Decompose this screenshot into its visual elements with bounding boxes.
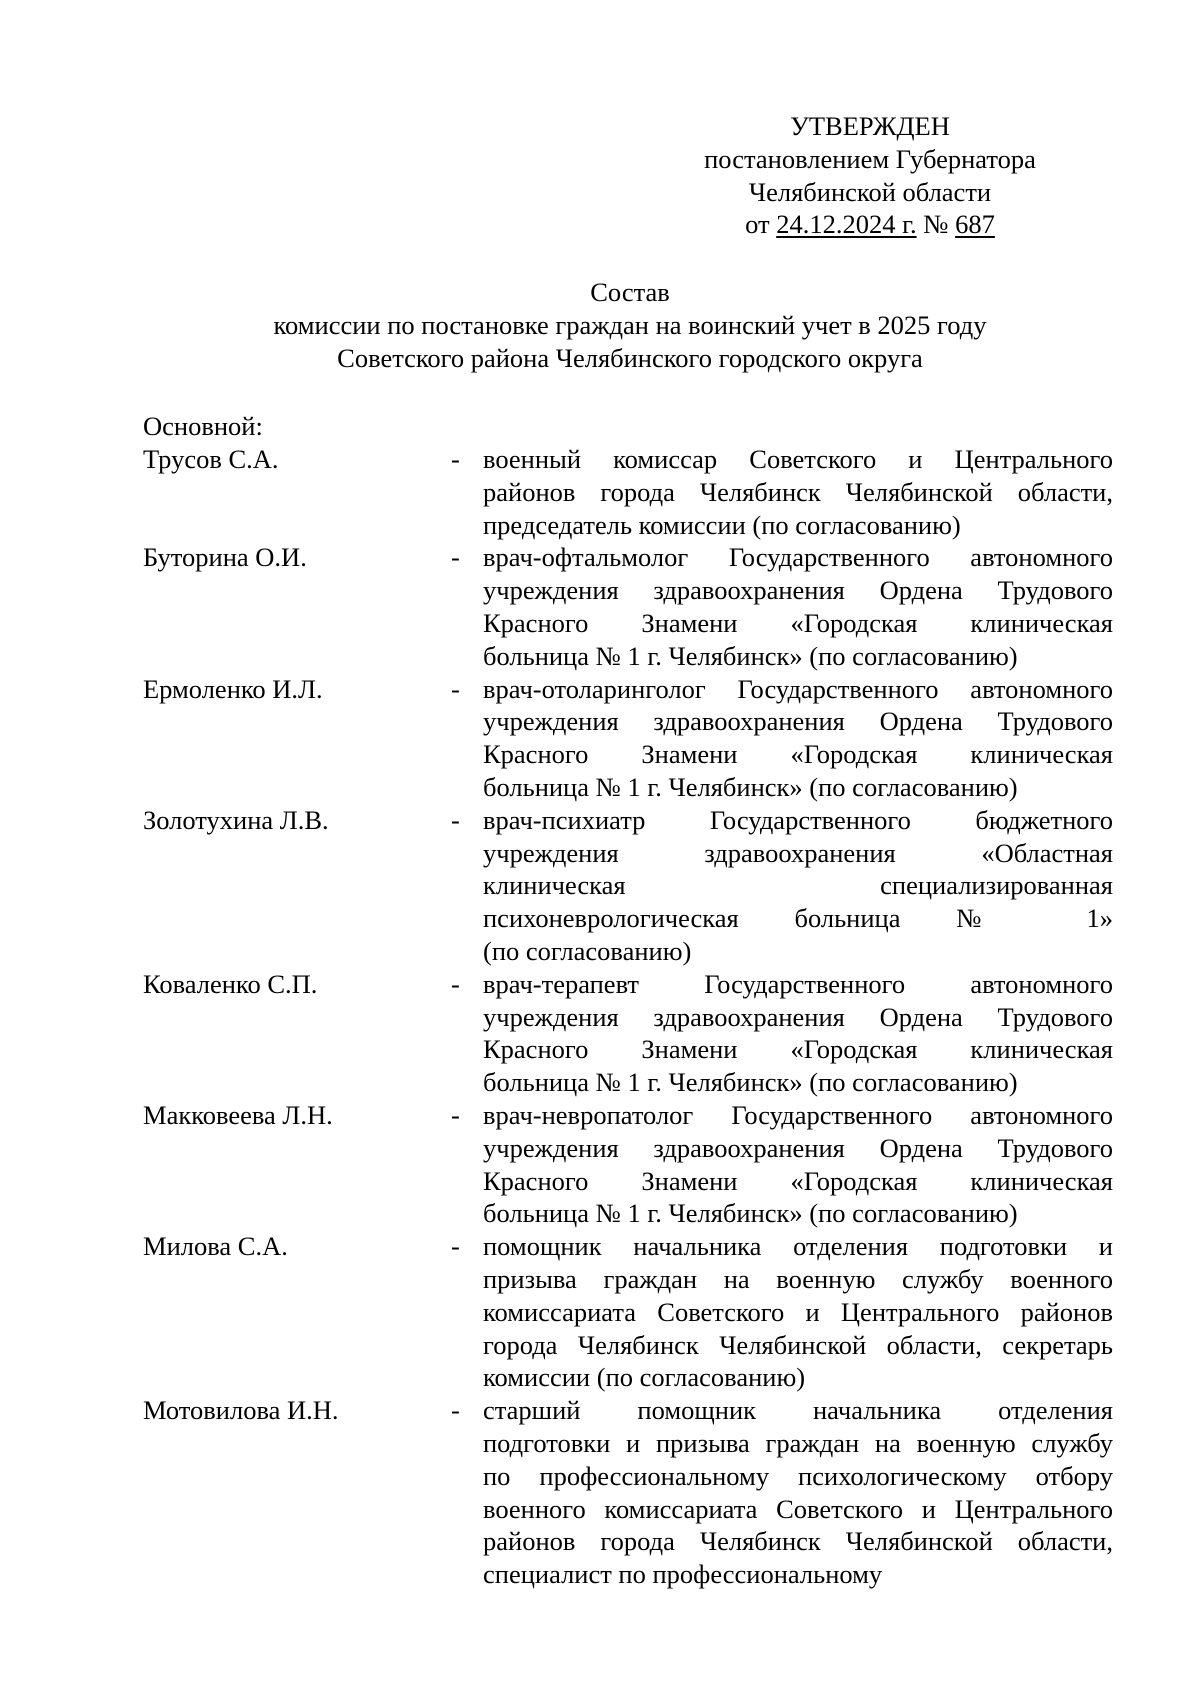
member-description-line: районов города Челябинск Челябинской области, xyxy=(483,1526,1113,1557)
member-description-line: психоневрологическая больница № 1» xyxy=(483,903,1113,934)
section-label: Основной: xyxy=(143,411,263,441)
title-line-3: Советского района Челябинского городского округа xyxy=(337,342,923,373)
approval-line-2: Челябинской области xyxy=(748,176,992,207)
member-entry xyxy=(143,1394,1113,1591)
member-name: Ермоленко И.Л. xyxy=(143,673,323,704)
approval-block xyxy=(680,110,1060,241)
member-entry xyxy=(143,443,1113,541)
member-description-line: Красного Знамени «Городская клиническая xyxy=(483,607,1113,638)
member-description-line: врач-невропатолог Государственного автономного xyxy=(483,1099,1113,1130)
member-description xyxy=(483,804,1113,968)
member-name: Буторина О.И. xyxy=(143,542,307,573)
member-entry xyxy=(143,804,1113,968)
number-prefix: № xyxy=(916,209,956,240)
member-name: Милова С.А. xyxy=(143,1231,288,1262)
member-description-line: военный комиссар Советского и Центрального xyxy=(483,444,1113,474)
member-description-line: старший помощник начальника отделения xyxy=(483,1395,1113,1426)
member-dash: - xyxy=(451,1231,460,1262)
member-description xyxy=(483,968,1113,1099)
approval-date: 24.12.2024 г. xyxy=(776,209,917,240)
member-entry xyxy=(143,968,1113,1099)
member-description-line: клиническая специализированная xyxy=(483,870,1113,901)
member-description-line: призыва граждан на военную службу военного xyxy=(483,1263,1113,1294)
member-description-line: больница № 1 г. Челябинск» (по согласованию) xyxy=(483,1198,1018,1229)
member-name: Коваленко С.П. xyxy=(143,968,318,999)
member-description xyxy=(483,1230,1113,1394)
member-description xyxy=(483,673,1113,804)
member-description-line: больница № 1 г. Челябинск» (по согласованию) xyxy=(483,1067,1018,1098)
member-description-line: специалист по профессиональному xyxy=(483,1559,883,1590)
member-description-line: врач-офтальмолог Государственного автономного xyxy=(483,542,1113,573)
member-description-line: города Челябинск Челябинской области, секретарь xyxy=(483,1329,1113,1360)
member-entry xyxy=(143,1099,1113,1230)
approval-date-line xyxy=(680,208,1060,241)
approval-number: 687 xyxy=(955,209,995,240)
member-description-line: врач-отоларинголог Государственного автономного xyxy=(483,673,1113,704)
member-dash: - xyxy=(451,968,460,999)
member-description-line: комиссии (по согласованию) xyxy=(483,1362,806,1393)
member-description-line: Красного Знамени «Городская клиническая xyxy=(483,1034,1113,1065)
member-description-line: военного комиссариата Советского и Центрального xyxy=(483,1493,1113,1524)
document-title xyxy=(130,276,1130,374)
member-description-line: помощник начальника отделения подготовки и xyxy=(483,1231,1113,1262)
member-entry xyxy=(143,541,1113,672)
member-entry xyxy=(143,673,1113,804)
member-description-line: Красного Знамени «Городская клиническая xyxy=(483,1165,1113,1196)
member-description-line: врач-терапевт Государственного автономного xyxy=(483,968,1113,999)
member-description xyxy=(483,541,1113,672)
member-description xyxy=(483,1099,1113,1230)
member-dash: - xyxy=(451,673,460,704)
member-description-line: подготовки и призыва граждан на военную службу xyxy=(483,1427,1113,1458)
member-entry xyxy=(143,1230,1113,1394)
member-dash: - xyxy=(451,1395,460,1426)
member-description-line: Красного Знамени «Городская клиническая xyxy=(483,739,1113,770)
member-description-line: больница № 1 г. Челябинск» (по согласованию) xyxy=(483,640,1018,671)
member-dash: - xyxy=(451,542,460,573)
member-description-line: врач-психиатр Государственного бюджетного xyxy=(483,804,1113,835)
member-description-line: комиссариата Советского и Центрального районов xyxy=(483,1296,1113,1327)
title-line-2: комиссии по постановке граждан на воинский учет в 2025 году xyxy=(273,309,987,340)
member-name: Макковеева Л.Н. xyxy=(143,1099,333,1130)
member-description-line: учреждения здравоохранения Ордена Трудового xyxy=(483,1001,1113,1032)
member-description xyxy=(483,443,1113,541)
member-dash: - xyxy=(451,444,460,474)
member-description-line: учреждения здравоохранения Ордена Трудового xyxy=(483,706,1113,737)
member-dash: - xyxy=(451,804,460,835)
date-prefix: от xyxy=(745,209,777,240)
approval-heading: УТВЕРЖДЕН xyxy=(790,111,950,141)
approval-line-1: постановлением Губернатора xyxy=(704,143,1036,174)
member-description-line: по профессиональному психологическому отбору xyxy=(483,1460,1113,1491)
member-description-line: (по согласованию) xyxy=(483,935,692,966)
member-name: Трусов С.А. xyxy=(143,444,279,474)
member-description-line: председатель комиссии (по согласованию) xyxy=(483,509,961,540)
member-description-line: районов города Челябинск Челябинской области, xyxy=(483,476,1113,507)
member-description-line: учреждения здравоохранения Ордена Трудового xyxy=(483,1132,1113,1163)
member-description-line: учреждения здравоохранения Ордена Трудового xyxy=(483,575,1113,606)
member-description-line: учреждения здравоохранения «Областная xyxy=(483,837,1113,868)
members-list xyxy=(143,443,1113,1591)
member-name: Мотовилова И.Н. xyxy=(143,1395,339,1426)
title-line-1: Состав xyxy=(590,277,670,307)
member-description xyxy=(483,1394,1113,1591)
member-description-line: больница № 1 г. Челябинск» (по согласованию) xyxy=(483,771,1018,802)
member-name: Золотухина Л.В. xyxy=(143,804,329,835)
member-dash: - xyxy=(451,1099,460,1130)
